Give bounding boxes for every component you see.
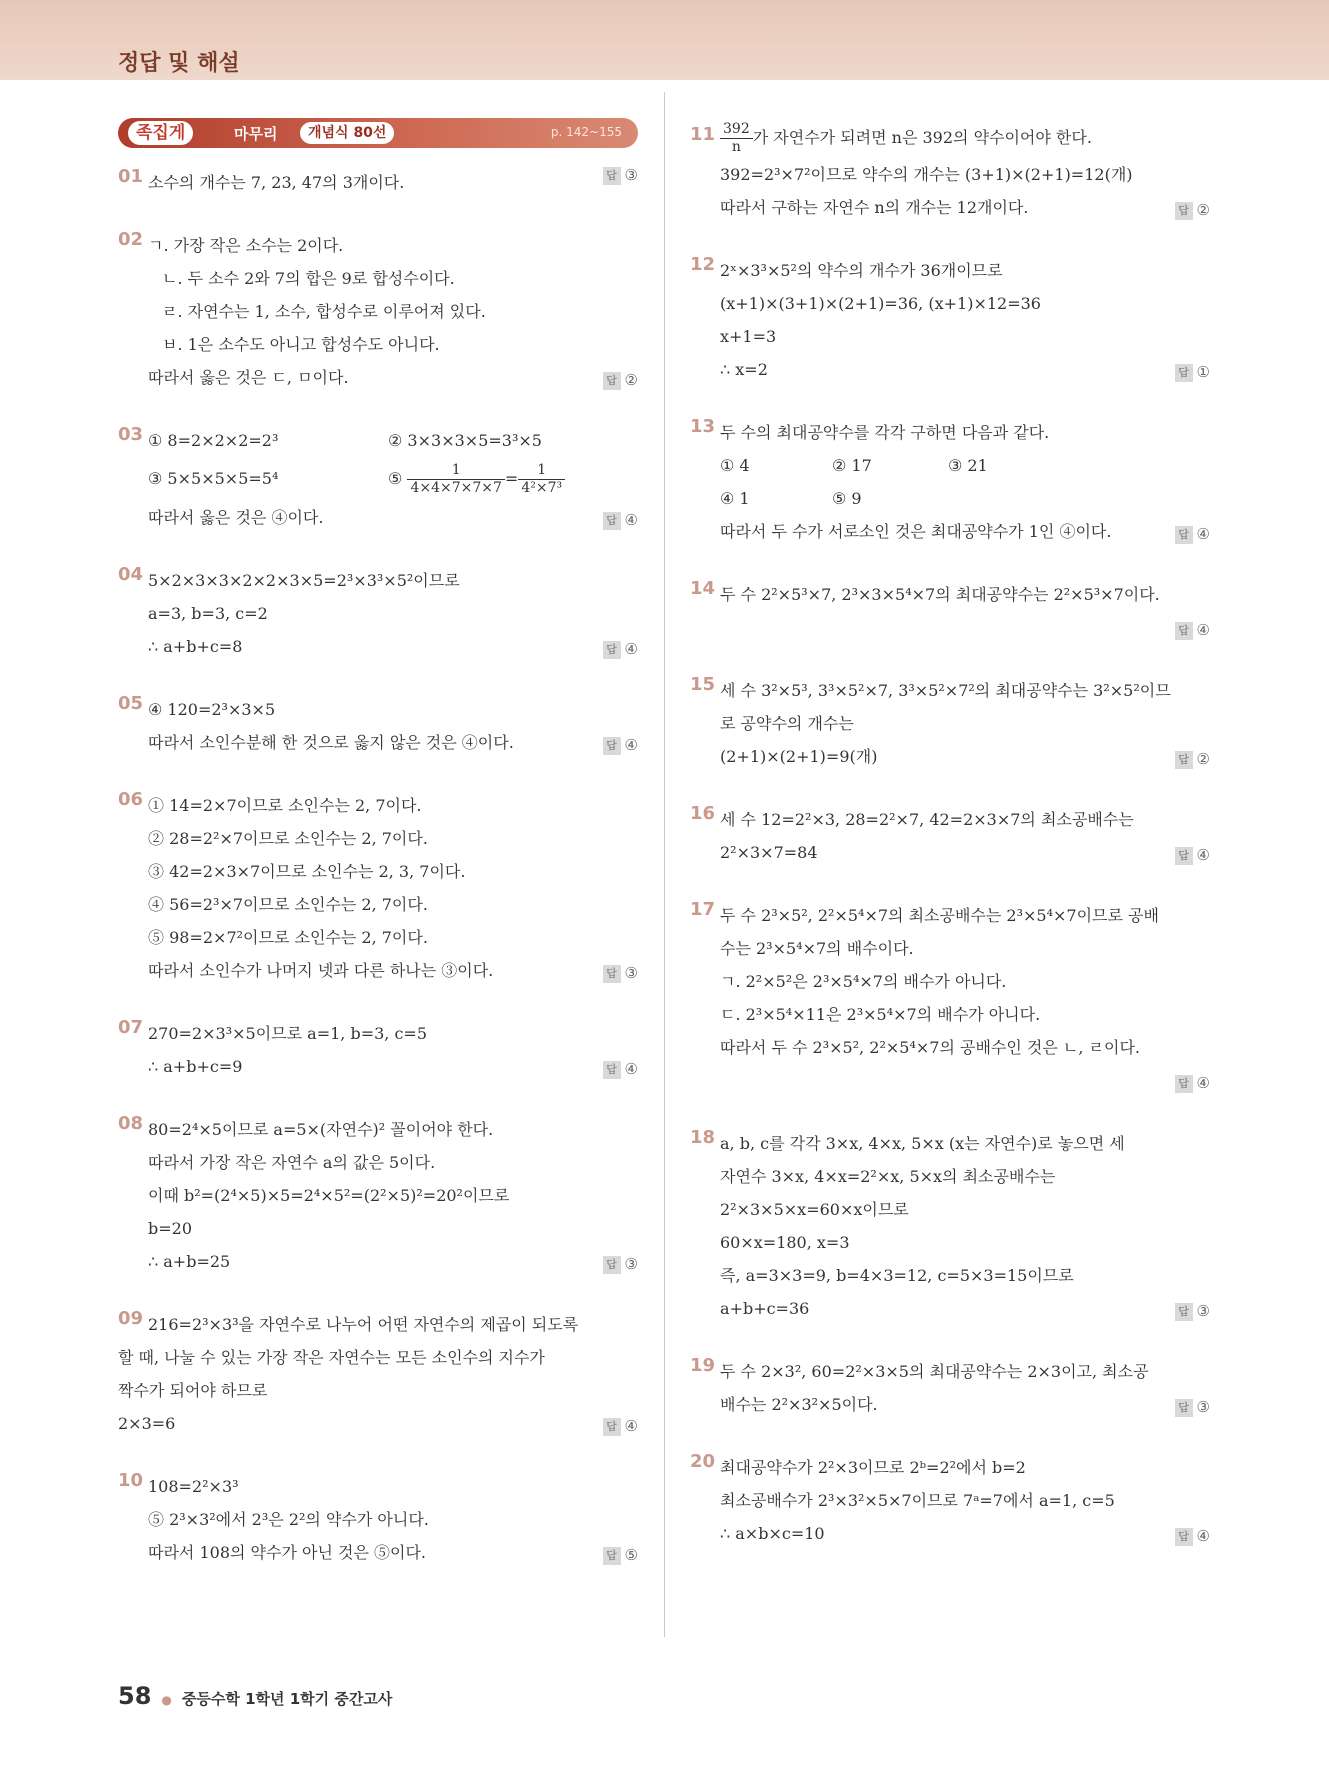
problem-number: 04 xyxy=(118,564,144,585)
problem-number: 07 xyxy=(118,1017,144,1038)
answer xyxy=(603,1255,638,1274)
answer xyxy=(1175,621,1210,640)
problem-02 xyxy=(118,229,638,394)
answer-label: 답 xyxy=(1175,202,1193,220)
solution-line: 배수는 2²×3²×5이다. xyxy=(720,1395,878,1414)
solution-line: ㄱ. 2²×5²은 2³×5⁴×7의 배수가 아니다. xyxy=(720,972,1007,991)
solution-text: 가 자연수가 되려면 n은 392의 약수이어야 한다. xyxy=(752,128,1092,147)
solution-line: ㄴ. 두 소수 2와 7의 합은 9로 합성수이다. xyxy=(162,269,455,288)
solution-line: 270=2×3³×5이므로 a=1, b=3, c=5 xyxy=(148,1024,428,1043)
answer-value: ③ xyxy=(624,1255,638,1273)
answer-label: 답 xyxy=(603,965,621,983)
answer-label: 답 xyxy=(1175,622,1193,640)
solution-line: 따라서 옳은 것은 ㄷ, ㅁ이다. xyxy=(148,368,349,387)
fraction xyxy=(518,462,565,497)
answer xyxy=(603,511,638,530)
answer-value: ② xyxy=(1196,750,1210,768)
solution-line: 5×2×3×3×2×2×3×5=2³×3³×5²이므로 xyxy=(148,571,460,590)
solution-line: 두 수 2²×5³×7, 2³×3×5⁴×7의 최대공약수는 2²×5³×7이다. xyxy=(720,585,1160,604)
answer-value: ④ xyxy=(624,736,638,754)
solution-line: ③ 5×5×5×5=5⁴ ⑤ $\frac{1}{4\times 4\times 7\times 7\times 7}$ = $\frac{1}{\text{4²×7³}}$ xyxy=(118,457,638,501)
fraction xyxy=(720,121,753,156)
answer-value: ④ xyxy=(1196,1527,1210,1545)
page-header-title: 정답 및 해설 xyxy=(118,51,240,76)
solution-line: ① 14=2×7이므로 소인수는 2, 7이다. xyxy=(148,796,422,815)
answer-value: ② xyxy=(1196,201,1210,219)
solution-line: ㄹ. 자연수는 1, 소수, 합성수로 이루어져 있다. xyxy=(162,302,486,321)
choice: ① 8=2×2×2=2³ xyxy=(148,431,279,450)
problem-16 xyxy=(690,803,1210,869)
answer-label: 답 xyxy=(1175,364,1193,382)
solution-line xyxy=(690,611,1210,644)
choice: ② 3×3×3×5=3³×5 xyxy=(388,431,542,450)
problem-number: 09 xyxy=(118,1308,144,1329)
answer-value: ③ xyxy=(624,166,638,184)
problem-number: 18 xyxy=(690,1127,716,1148)
banner-label-tag: 개념식 80선 xyxy=(300,122,394,144)
answer-label: 답 xyxy=(1175,1075,1193,1093)
answer-label: 답 xyxy=(1175,751,1193,769)
solution-line: 세 수 3²×5³, 3³×5²×7, 3³×5²×7²의 최대공약수는 3²×5²이므 xyxy=(720,681,1171,700)
problem-06 xyxy=(118,789,638,987)
problem-11 xyxy=(690,118,1210,224)
solution-line: 할 때, 나눌 수 있는 가장 작은 자연수는 모든 소인수의 지수가 xyxy=(118,1348,545,1367)
solution-line: a, b, c를 각각 3×x, 4×x, 5×x (x는 자연수)로 놓으면 세 xyxy=(720,1134,1125,1153)
solution-line: 따라서 두 수가 서로소인 것은 최대공약수가 1인 ④이다. xyxy=(720,522,1112,541)
answer-value: ② xyxy=(624,371,638,389)
banner-page-range: p. 142~155 xyxy=(550,125,622,139)
answer-label: 답 xyxy=(603,1418,621,1436)
answer xyxy=(1175,846,1210,865)
answer-value: ④ xyxy=(1196,621,1210,639)
solution-line: 소수의 개수는 7, 23, 47의 3개이다. xyxy=(148,173,405,192)
solution-line xyxy=(690,449,1210,482)
solution-line: 이때 b²=(2⁴×5)×5=2⁴×5²=(2²×5)²=20²이므로 xyxy=(148,1186,510,1205)
answer-label: 답 xyxy=(603,1547,621,1565)
answer-label: 답 xyxy=(1175,1399,1193,1417)
answer xyxy=(603,371,638,390)
fraction xyxy=(407,462,504,497)
solution-line: a+b+c=36 xyxy=(720,1299,810,1318)
problem-09 xyxy=(118,1308,638,1440)
numerator: 1 xyxy=(407,462,504,480)
solution-line: 따라서 소인수가 나머지 넷과 다른 하나는 ③이다. xyxy=(148,961,494,980)
answer xyxy=(603,166,638,185)
solution-line: 두 수 2³×5², 2²×5⁴×7의 최소공배수는 2³×5⁴×7이므로 공배 xyxy=(720,906,1159,925)
solution-line: ② 28=2²×7이므로 소인수는 2, 7이다. xyxy=(148,829,428,848)
answer-value: ④ xyxy=(624,1060,638,1078)
solution-line: 따라서 옳은 것은 ④이다. xyxy=(148,508,324,527)
problem-19 xyxy=(690,1355,1210,1421)
choice: ③ 21 xyxy=(948,456,988,475)
answer xyxy=(603,1546,638,1565)
problem-number: 06 xyxy=(118,789,144,810)
problem-number: 11 xyxy=(690,124,716,145)
problem-number: 12 xyxy=(690,254,716,275)
answer-label: 답 xyxy=(603,641,621,659)
choice: ② 17 xyxy=(832,456,872,475)
solution-line: 80=2⁴×5이므로 a=5×(자연수)² 꼴이어야 한다. xyxy=(148,1120,494,1139)
solution-line: 2ˣ×3³×5²의 약수의 개수가 36개이므로 xyxy=(720,261,1003,280)
problem-17 xyxy=(690,899,1210,1097)
problem-number: 17 xyxy=(690,899,716,920)
column-divider xyxy=(664,92,665,1637)
answer-label: 답 xyxy=(603,167,621,185)
solution-line: 따라서 소인수분해 한 것으로 옳지 않은 것은 ④이다. xyxy=(148,733,514,752)
problem-07 xyxy=(118,1017,638,1083)
problem-20 xyxy=(690,1451,1210,1550)
problem-number: 13 xyxy=(690,416,716,437)
denominator: 4×4×7×7×7 xyxy=(410,480,502,496)
solution-line: 두 수의 최대공약수를 각각 구하면 다음과 같다. xyxy=(720,423,1050,442)
answer-value: ④ xyxy=(624,1417,638,1435)
solution-line: (2+1)×(2+1)=9(개) xyxy=(720,747,878,766)
answer xyxy=(603,1417,638,1436)
solution-line: ∴ a×b×c=10 xyxy=(720,1524,825,1543)
solution-line: 최대공약수가 2²×3이므로 2ᵇ=2²에서 b=2 xyxy=(720,1458,1026,1477)
problem-number: 05 xyxy=(118,693,144,714)
problem-number: 01 xyxy=(118,166,144,187)
answer xyxy=(1175,1074,1210,1093)
answer xyxy=(1175,525,1210,544)
banner-label-sub: 마무리 xyxy=(234,125,278,143)
solution-line: 216=2³×3³을 자연수로 나누어 어떤 자연수의 제곱이 되도록 xyxy=(148,1315,579,1334)
solution-line: ㄷ. 2³×5⁴×11은 2³×5⁴×7의 배수가 아니다. xyxy=(720,1005,1041,1024)
answer-value: ④ xyxy=(624,511,638,529)
left-column xyxy=(118,118,638,1599)
solution-line: 2²×3×7=84 xyxy=(720,843,818,862)
solution-line: 60×x=180, x=3 xyxy=(720,1233,850,1252)
answer-label: 답 xyxy=(603,1256,621,1274)
problem-01 xyxy=(118,166,638,199)
solution-line: ④ 56=2³×7이므로 소인수는 2, 7이다. xyxy=(148,895,428,914)
problem-18 xyxy=(690,1127,1210,1325)
solution-line: 짝수가 되어야 하므로 xyxy=(118,1381,268,1400)
solution-line: ∴ a+b=25 xyxy=(148,1252,231,1271)
answer xyxy=(603,964,638,983)
problem-number: 19 xyxy=(690,1355,716,1376)
answer-label: 답 xyxy=(1175,526,1193,544)
answer-value: ③ xyxy=(624,964,638,982)
solution-line: ⑤ 98=2×7²이므로 소인수는 2, 7이다. xyxy=(148,928,428,947)
numerator: 1 xyxy=(518,462,565,480)
problem-13 xyxy=(690,416,1210,548)
page-footer xyxy=(118,1682,392,1710)
problem-03 xyxy=(118,424,638,534)
solution-line: 2²×3×5×x=60×x이므로 xyxy=(720,1200,909,1219)
problem-number: 10 xyxy=(118,1470,144,1491)
solution-line: 자연수 3×x, 4×x=2²×x, 5×x의 최소공배수는 xyxy=(720,1167,1056,1186)
problem-number: 03 xyxy=(118,424,144,445)
solution-line: 2×3=6 xyxy=(118,1414,176,1433)
answer xyxy=(603,736,638,755)
answer xyxy=(603,1060,638,1079)
problem-number: 16 xyxy=(690,803,716,824)
page-number: 58 xyxy=(118,1682,152,1710)
choice-prefix: ⑤ xyxy=(388,469,403,488)
problem-10 xyxy=(118,1470,638,1569)
solution-line: ㄱ. 가장 작은 소수는 2이다. xyxy=(148,236,344,255)
solution-line xyxy=(690,1064,1210,1097)
answer xyxy=(1175,750,1210,769)
answer-label: 답 xyxy=(603,372,621,390)
right-column xyxy=(690,118,1210,1580)
solution-line: ∴ x=2 xyxy=(720,360,768,379)
book-title: 중등수학 1학년 1학기 중간고사 xyxy=(181,1690,393,1708)
answer-value: ③ xyxy=(1196,1302,1210,1320)
problem-12 xyxy=(690,254,1210,386)
denominator: n xyxy=(731,139,741,155)
solution-line xyxy=(690,118,1210,158)
answer-value: ④ xyxy=(1196,1074,1210,1092)
solution-line: ⑤ 2³×3²에서 2³은 2²의 약수가 아니다. xyxy=(148,1510,429,1529)
numerator: 392 xyxy=(720,121,753,139)
solution-line: 따라서 구하는 자연수 n의 개수는 12개이다. xyxy=(720,198,1029,217)
footer-dot-icon: ● xyxy=(161,1693,172,1707)
choice: ① 4 xyxy=(720,456,750,475)
solution-line: 따라서 108의 약수가 아닌 것은 ⑤이다. xyxy=(148,1543,426,1562)
solution-line: b=20 xyxy=(148,1219,193,1238)
solution-line: 세 수 12=2²×3, 28=2²×7, 42=2×3×7의 최소공배수는 xyxy=(720,810,1134,829)
solution-line xyxy=(118,424,638,457)
answer-label: 답 xyxy=(603,1061,621,1079)
solution-line: 따라서 두 수 2³×5², 2²×5⁴×7의 공배수인 것은 ㄴ, ㄹ이다. xyxy=(720,1038,1141,1057)
solution-line: 즉, a=3×3=9, b=4×3=12, c=5×3=15이므로 xyxy=(720,1266,1074,1285)
solution-line: 수는 2³×5⁴×7의 배수이다. xyxy=(720,939,914,958)
answer xyxy=(1175,201,1210,220)
problem-08 xyxy=(118,1113,638,1278)
solution-line: 로 공약수의 개수는 xyxy=(720,714,854,733)
choice: ④ 1 xyxy=(720,489,750,508)
answer-label: 답 xyxy=(1175,1303,1193,1321)
problem-05 xyxy=(118,693,638,759)
problem-number: 08 xyxy=(118,1113,144,1134)
solution-line: ③ 42=2×3×7이므로 소인수는 2, 3, 7이다. xyxy=(148,862,466,881)
answer-label: 답 xyxy=(1175,1528,1193,1546)
problem-number: 15 xyxy=(690,674,716,695)
answer-value: ③ xyxy=(1196,1398,1210,1416)
answer xyxy=(1175,1527,1210,1546)
answer-value: ① xyxy=(1196,363,1210,381)
answer-value: ④ xyxy=(1196,525,1210,543)
section-banner xyxy=(118,118,638,150)
answer xyxy=(1175,363,1210,382)
answer-value: ④ xyxy=(624,640,638,658)
solution-line: ∴ a+b+c=9 xyxy=(148,1057,243,1076)
problem-14 xyxy=(690,578,1210,644)
solution-line: 108=2²×3³ xyxy=(148,1477,239,1496)
choice: ③ 5×5×5×5=5⁴ xyxy=(148,469,279,488)
problem-15 xyxy=(690,674,1210,773)
answer xyxy=(603,640,638,659)
solution-line: ④ 120=2³×3×5 xyxy=(148,700,276,719)
solution-line: 392=2³×7²이므로 약수의 개수는 (3+1)×(2+1)=12(개) xyxy=(720,165,1133,184)
answer xyxy=(1175,1398,1210,1417)
solution-line: ㅂ. 1은 소수도 아니고 합성수도 아니다. xyxy=(162,335,440,354)
problem-number: 20 xyxy=(690,1451,716,1472)
problem-number: 14 xyxy=(690,578,716,599)
problem-number: 02 xyxy=(118,229,144,250)
solution-line: (x+1)×(3+1)×(2+1)=36, (x+1)×12=36 xyxy=(720,294,1041,313)
problem-04 xyxy=(118,564,638,663)
answer-value: ⑤ xyxy=(624,1546,638,1564)
solution-line: a=3, b=3, c=2 xyxy=(148,604,268,623)
denominator: 4²×7³ xyxy=(521,480,563,496)
answer-label: 답 xyxy=(1175,847,1193,865)
solution-line: 따라서 가장 작은 자연수 a의 값은 5이다. xyxy=(148,1153,436,1172)
solution-line: ∴ a+b+c=8 xyxy=(148,637,243,656)
choice: ⑤ 9 xyxy=(832,489,862,508)
answer-value: ④ xyxy=(1196,846,1210,864)
solution-line xyxy=(690,482,1210,515)
answer-label: 답 xyxy=(603,737,621,755)
answer-label: 답 xyxy=(603,512,621,530)
solution-line: 두 수 2×3², 60=2²×3×5의 최대공약수는 2×3이고, 최소공 xyxy=(720,1362,1149,1381)
answer xyxy=(1175,1302,1210,1321)
solution-line: x+1=3 xyxy=(720,327,777,346)
banner-label-main: 족집게 xyxy=(128,121,193,145)
solution-line: 최소공배수가 2³×3²×5×7이므로 7ᵃ=7에서 a=1, c=5 xyxy=(720,1491,1115,1510)
